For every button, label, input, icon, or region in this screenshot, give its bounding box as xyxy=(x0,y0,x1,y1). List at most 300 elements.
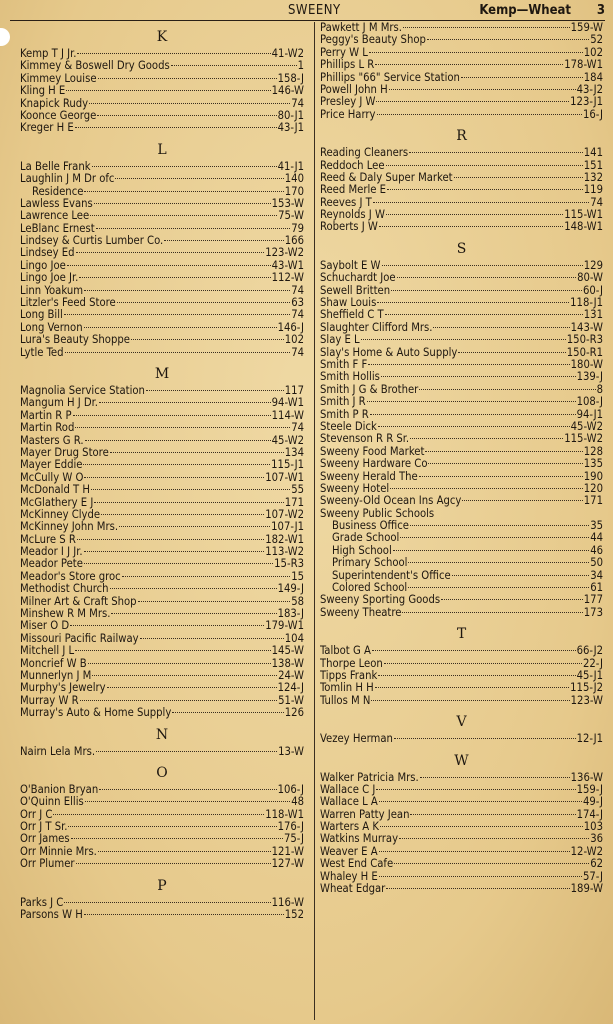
listing-name: Powell John H xyxy=(320,83,388,96)
dot-leader xyxy=(110,452,284,453)
listing-row xyxy=(20,210,304,222)
listing-name: Lawless Evans xyxy=(20,197,93,210)
listing-phone: 123-W xyxy=(570,694,603,707)
dot-leader xyxy=(379,851,570,852)
dot-leader xyxy=(397,277,577,278)
listing-phone: 115-W1 xyxy=(564,209,603,222)
listing-row xyxy=(320,22,603,34)
listing-name: Saybolt E W xyxy=(320,259,381,272)
listing-phone: 115-J1 xyxy=(271,459,304,472)
listing-name: Lingo Joe Jr. xyxy=(20,272,79,285)
dot-leader xyxy=(377,302,569,303)
listing-phone: 104 xyxy=(284,632,304,645)
listing-row xyxy=(20,858,304,870)
listing-phone: 177 xyxy=(583,594,603,607)
section-letter: S xyxy=(456,240,467,257)
listing-row xyxy=(320,433,603,445)
dot-leader xyxy=(164,240,284,241)
listing-phone: 55 xyxy=(291,484,304,497)
dot-leader xyxy=(80,700,277,701)
listing-row xyxy=(20,497,304,509)
listing-phone: 66-J2 xyxy=(576,645,603,658)
listing-phone: 136-W xyxy=(570,771,603,784)
listing-phone: 107-W1 xyxy=(265,471,304,484)
listing-name: McKinney Clyde xyxy=(20,508,101,521)
listing-phone: 74 xyxy=(590,196,603,209)
listing-name: Kimmey Louise xyxy=(20,72,97,85)
listing-row xyxy=(320,209,603,221)
listing-row xyxy=(20,596,304,608)
dot-leader xyxy=(122,576,291,577)
dot-leader xyxy=(85,801,290,802)
dot-leader xyxy=(70,625,264,626)
listing-row xyxy=(20,608,304,620)
listing-name: McDonald T H xyxy=(20,484,90,497)
listing-row xyxy=(320,334,603,346)
dot-leader xyxy=(92,166,277,167)
listing-name: Phillips L R xyxy=(320,59,375,72)
listing-phone: 51-W xyxy=(278,694,304,707)
dot-leader xyxy=(381,376,576,377)
dot-leader xyxy=(84,477,264,478)
listing-phone: 63 xyxy=(291,297,304,310)
listing-phone: 173 xyxy=(583,606,603,619)
dot-leader xyxy=(76,863,271,864)
listing-name: Lura's Beauty Shoppe xyxy=(20,334,130,347)
listing-name: McCully W O xyxy=(20,471,84,484)
listing-phone: 12-W2 xyxy=(570,845,603,858)
listing-name: Sweeny Theatre xyxy=(320,606,402,619)
listing-phone: 50 xyxy=(590,557,603,570)
listing-phone: 145-W xyxy=(271,645,304,658)
listing-name: Reynolds J W xyxy=(320,209,385,222)
dot-leader xyxy=(461,77,583,78)
listing-name: Smith J R xyxy=(320,396,366,409)
dot-leader xyxy=(402,612,582,613)
page-number: 3 xyxy=(596,3,605,18)
listing-name: Mayer Drug Store xyxy=(20,446,109,459)
listing-row xyxy=(20,746,304,758)
listing-row xyxy=(20,235,304,247)
dot-leader xyxy=(371,700,569,701)
listing-phone: 141 xyxy=(583,147,603,160)
listing-phone: 116-W xyxy=(271,896,304,909)
dot-leader xyxy=(172,712,283,713)
listing-name: Weaver E A xyxy=(320,845,378,858)
column-divider xyxy=(314,22,315,1020)
listing-name: Kling H E xyxy=(20,85,66,98)
dot-leader xyxy=(85,440,271,441)
listing-phone: 94-J1 xyxy=(576,408,603,421)
listing-row xyxy=(320,695,603,707)
dot-leader xyxy=(71,838,283,839)
listing-row xyxy=(320,446,603,458)
dot-leader xyxy=(385,314,583,315)
dot-leader xyxy=(65,352,291,353)
listing-name: Residence xyxy=(32,185,84,198)
dot-leader xyxy=(75,127,277,128)
dot-leader xyxy=(68,826,276,827)
dot-leader xyxy=(76,252,265,253)
listing-name: Presley J W xyxy=(320,96,376,109)
listing-phone: 60-J xyxy=(582,284,603,297)
listing-name: Meador's Store groc xyxy=(20,570,121,583)
listing-phone: 114-W xyxy=(271,409,304,422)
listing-name: Peggy's Beauty Shop xyxy=(320,34,426,47)
listing-name: Sewell Britten xyxy=(320,284,391,297)
listing-name: Milner Art & Craft Shop xyxy=(20,595,137,608)
dot-leader xyxy=(75,650,271,651)
listing-name: Mangum H J Dr. xyxy=(20,397,98,410)
listing-row xyxy=(20,397,304,409)
listing-row xyxy=(20,223,304,235)
listing-name: Orr J T Sr. xyxy=(20,821,68,834)
listing-phone: 134 xyxy=(284,446,304,459)
listing-name: Primary School xyxy=(332,557,408,570)
listing-row xyxy=(20,695,304,707)
listing-phone: 74 xyxy=(291,284,304,297)
listing-row xyxy=(20,546,304,558)
listing-phone: 103 xyxy=(583,821,603,834)
listing-name: Minshew R M Mrs. xyxy=(20,608,111,621)
listing-phone: 183-J xyxy=(277,608,304,621)
listing-row xyxy=(320,645,603,657)
section-letter: K xyxy=(156,29,168,45)
listing-name: Slay E L xyxy=(320,334,360,347)
listing-row xyxy=(320,72,603,84)
listing-phone: 80-W xyxy=(577,272,603,285)
dot-leader xyxy=(64,902,270,903)
listing-name: Orr Plumer xyxy=(20,858,75,871)
listing-phone: 115-W2 xyxy=(564,433,603,446)
listing-row xyxy=(20,322,304,334)
listing-row xyxy=(20,435,304,447)
listing-phone: 166 xyxy=(284,235,304,248)
listing-row xyxy=(20,658,304,670)
listing-row xyxy=(320,871,603,883)
listing-name: Long Vernon xyxy=(20,321,83,334)
listing-name: Mayer Eddie xyxy=(20,459,83,472)
listing-phone: 48 xyxy=(291,796,304,809)
listing-name: Moncrief W B xyxy=(20,657,87,670)
listing-phone: 115-J2 xyxy=(570,682,603,695)
dot-leader xyxy=(378,675,575,676)
dot-leader xyxy=(96,751,277,752)
listing-name: Martin R P xyxy=(20,409,72,422)
listing-name: Koonce George xyxy=(20,109,97,122)
dot-leader xyxy=(427,39,589,40)
listing-name: Methodist Church xyxy=(20,583,109,596)
listing-name: Tomlin H H xyxy=(320,682,374,695)
dot-leader xyxy=(94,203,271,204)
listing-name: Laughlin J M Dr ofc xyxy=(20,173,115,186)
dot-leader xyxy=(79,277,270,278)
listing-row xyxy=(20,707,304,719)
listing-name: Business Office xyxy=(332,520,409,533)
listing-phone: 74 xyxy=(291,309,304,322)
listing-row xyxy=(320,607,603,619)
listing-name: Schuchardt Joe xyxy=(320,272,396,285)
listing-name: McLure S R xyxy=(20,533,76,546)
dot-leader xyxy=(376,101,569,102)
listing-name: Reading Cleaners xyxy=(320,147,409,160)
dot-leader xyxy=(386,214,563,215)
listing-phone: 158-J xyxy=(277,72,304,85)
dot-leader xyxy=(99,789,276,790)
listing-phone: 61 xyxy=(590,582,603,595)
dot-leader xyxy=(361,339,566,340)
listing-phone: 182-W1 xyxy=(265,533,304,546)
listing-name: Shaw Louis xyxy=(320,297,377,310)
listing-row xyxy=(320,109,603,121)
listing-row xyxy=(20,198,304,210)
listing-row xyxy=(20,122,304,134)
binder-hole xyxy=(0,28,10,46)
listing-name: Wheat Edgar xyxy=(320,883,386,896)
listing-name: McKinney John Mrs. xyxy=(20,521,119,534)
listing-name: Sweeny Food Market xyxy=(320,445,425,458)
listing-row xyxy=(20,833,304,845)
listing-phone: 41-W2 xyxy=(271,48,304,60)
listing-name: Sweeny Public Schools xyxy=(320,507,435,520)
listing-name: Sweeny Hotel xyxy=(320,482,390,495)
dot-leader xyxy=(394,863,589,864)
listing-phone: 112-W xyxy=(271,272,304,285)
listing-name: Mitchell J L xyxy=(20,645,75,658)
dot-leader xyxy=(386,165,583,166)
listing-row xyxy=(320,172,603,184)
listing-name: La Belle Frank xyxy=(20,160,91,173)
listing-phone: 43-J1 xyxy=(277,122,304,135)
listing-phone: 139-J xyxy=(576,371,603,384)
dot-leader xyxy=(408,587,589,588)
listing-row xyxy=(320,260,603,272)
listing-row xyxy=(20,173,304,185)
dot-leader xyxy=(389,89,576,90)
listing-phone: 44 xyxy=(590,532,603,545)
listing-phone: 120 xyxy=(583,482,603,495)
listing-phone: 180-W xyxy=(570,358,603,371)
listing-name: LeBlanc Ernest xyxy=(20,222,95,235)
listing-phone: 143-W xyxy=(570,321,603,334)
listing-phone: 126 xyxy=(284,707,304,720)
listing-row xyxy=(20,260,304,272)
listing-name: Talbot G A xyxy=(320,645,371,658)
section-letter: V xyxy=(456,714,467,731)
listing-phone: 132 xyxy=(583,171,603,184)
listing-name: Sweeny Herald The xyxy=(320,470,418,483)
dot-leader xyxy=(138,601,291,602)
listing-row xyxy=(20,85,304,97)
listing-row xyxy=(320,96,603,108)
listing-name: Long Bill xyxy=(20,309,63,322)
dot-leader xyxy=(88,663,271,664)
listing-name: Linn Yoakum xyxy=(20,284,84,297)
dot-leader xyxy=(84,327,277,328)
listing-name: Kreger H E xyxy=(20,122,74,135)
listing-name: Reeves J T xyxy=(320,196,372,209)
dot-leader xyxy=(393,550,589,551)
listing-phone: 123-J1 xyxy=(570,96,603,109)
dot-leader xyxy=(89,103,290,104)
listing-phone: 121-W xyxy=(271,845,304,858)
listing-phone: 179-W1 xyxy=(265,620,304,633)
listing-name: Lingo Joe xyxy=(20,259,66,272)
dot-leader xyxy=(370,414,576,415)
listing-row xyxy=(20,583,304,595)
dot-leader xyxy=(380,826,583,827)
listing-phone: 151 xyxy=(583,159,603,172)
listing-row xyxy=(20,73,304,85)
listing-phone: 153-W xyxy=(271,197,304,210)
listing-name: O'Quinn Ellis xyxy=(20,796,84,809)
listing-name: Smith P R xyxy=(320,408,369,421)
listing-row xyxy=(320,371,603,383)
listing-phone: 123-W2 xyxy=(265,247,304,260)
listing-name: Phillips "66" Service Station xyxy=(320,71,460,84)
dot-leader xyxy=(410,814,575,815)
listing-row xyxy=(20,410,304,422)
listing-name: Sweeny Sporting Goods xyxy=(320,594,441,607)
listing-row xyxy=(20,846,304,858)
listing-name: Smith F F xyxy=(320,358,368,371)
dot-leader xyxy=(373,202,589,203)
listing-phone: 41-J1 xyxy=(277,160,304,173)
dot-leader xyxy=(420,777,570,778)
listing-phone: 62 xyxy=(590,858,603,871)
listing-name: Missouri Pacific Railway xyxy=(20,632,139,645)
listing-name: Roberts J W xyxy=(320,221,378,234)
listing-row xyxy=(20,571,304,583)
dot-leader xyxy=(377,114,582,115)
listing-name: Superintendent's Office xyxy=(332,569,451,582)
listing-name: Parks J C xyxy=(20,896,64,909)
listing-phone: 171 xyxy=(583,495,603,508)
listing-row xyxy=(20,909,304,921)
dot-leader xyxy=(369,52,583,53)
listing-name: Martin Rod xyxy=(20,422,75,435)
listing-phone: 15 xyxy=(291,570,304,583)
listing-row xyxy=(320,809,603,821)
section-letter: O xyxy=(156,764,168,781)
dot-leader xyxy=(77,539,264,540)
listing-name: Parsons W H xyxy=(20,909,83,922)
listing-phone: 58 xyxy=(291,595,304,608)
listing-row xyxy=(320,520,603,532)
listing-row xyxy=(20,620,304,632)
listing-phone: 184 xyxy=(583,71,603,84)
dot-leader xyxy=(111,613,276,614)
dot-leader xyxy=(97,115,276,116)
listing-row xyxy=(320,160,603,172)
dot-leader xyxy=(378,426,570,427)
listing-phone: 170 xyxy=(284,185,304,198)
listing-row xyxy=(20,60,304,72)
listing-name: Smith J G & Brother xyxy=(320,383,419,396)
listing-row xyxy=(20,897,304,909)
listing-row xyxy=(20,670,304,682)
listing-phone: 148-W1 xyxy=(564,221,603,234)
dot-leader xyxy=(171,65,297,66)
listing-row xyxy=(320,272,603,284)
dot-leader xyxy=(140,638,284,639)
dot-leader xyxy=(379,801,582,802)
listing-row xyxy=(20,347,304,359)
dot-leader xyxy=(119,526,270,527)
section-letter: M xyxy=(154,365,170,382)
listing-phone: 13-W xyxy=(278,745,304,758)
listing-phone: 45-W2 xyxy=(570,420,603,433)
listing-phone: 159-W xyxy=(570,22,603,34)
listing-name: Reed & Daly Super Market xyxy=(320,171,453,184)
listing-name: Lindsey & Curtis Lumber Co. xyxy=(20,235,164,248)
listing-row xyxy=(20,796,304,808)
dot-leader xyxy=(386,888,569,889)
listing-row xyxy=(320,285,603,297)
listing-phone: 107-W2 xyxy=(265,508,304,521)
listing-phone: 140 xyxy=(284,173,304,186)
dot-leader xyxy=(367,401,576,402)
listing-row xyxy=(20,98,304,110)
listing-phone: 119 xyxy=(583,184,603,197)
listing-row xyxy=(20,521,304,533)
listing-row xyxy=(20,509,304,521)
listing-row xyxy=(320,821,603,833)
listing-row xyxy=(320,384,603,396)
dot-leader xyxy=(146,390,284,391)
listing-phone: 108-J xyxy=(576,396,603,409)
listing-name: Murray's Auto & Home Supply xyxy=(20,707,172,720)
listing-row xyxy=(20,821,304,833)
listing-phone: 36 xyxy=(590,833,603,846)
listing-phone: 74 xyxy=(291,97,304,110)
dot-leader xyxy=(376,789,575,790)
listing-phone: 129 xyxy=(583,259,603,272)
listing-phone: 16-J xyxy=(582,108,603,121)
listing-name: Miser O D xyxy=(20,620,70,633)
listing-row xyxy=(20,472,304,484)
listing-row xyxy=(320,59,603,71)
dot-leader xyxy=(115,178,283,179)
listing-row xyxy=(320,297,603,309)
listing-phone: 113-W2 xyxy=(265,546,304,559)
section-letter: L xyxy=(157,141,167,158)
listing-phone: 94-W1 xyxy=(271,397,304,410)
listing-row xyxy=(320,322,603,334)
listing-row xyxy=(320,458,603,470)
dot-leader xyxy=(64,314,290,315)
listing-phone: 118-W1 xyxy=(265,808,304,821)
listing-phone: 124-J xyxy=(277,682,304,695)
section-letter: R xyxy=(456,128,467,145)
listing-phone: 35 xyxy=(590,520,603,533)
listing-row xyxy=(320,197,603,209)
listing-name: Stevenson R R Sr. xyxy=(320,433,410,446)
listing-phone: 127-W xyxy=(271,858,304,871)
listing-phone: 49-J xyxy=(582,796,603,809)
right-column xyxy=(320,22,603,895)
listing-name: Price Harry xyxy=(320,108,376,121)
listing-name: Sweeny Hardware Co xyxy=(320,458,428,471)
dot-leader xyxy=(382,265,583,266)
dot-leader xyxy=(98,78,277,79)
listing-name: Orr J C xyxy=(20,808,53,821)
dot-leader xyxy=(84,290,290,291)
listing-name: Sheffield C T xyxy=(320,309,384,322)
listing-name: O'Banion Bryan xyxy=(20,783,99,796)
dot-leader xyxy=(433,327,569,328)
listing-name: West End Cafe xyxy=(320,858,394,871)
